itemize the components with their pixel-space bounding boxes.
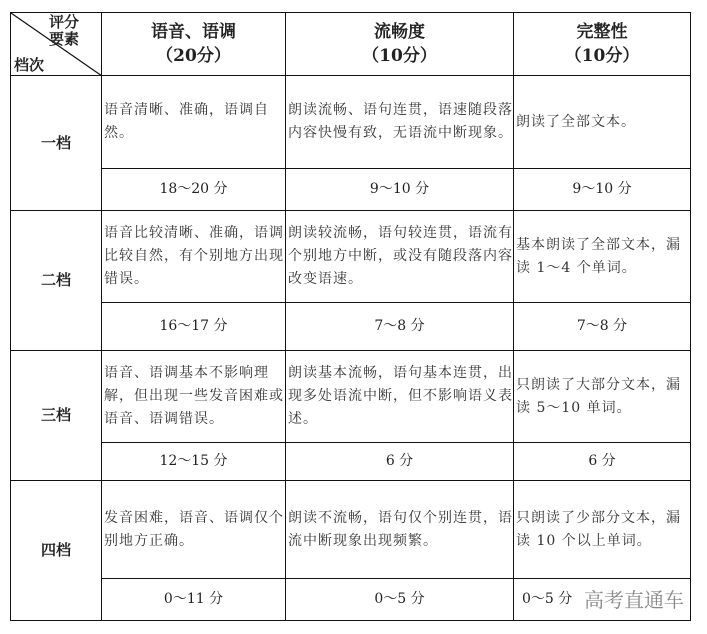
level-cell: 二档 (11, 211, 102, 351)
score-cell: 9～10 分 (286, 169, 514, 211)
column-title: 完整性 (576, 22, 628, 42)
desc-cell: 基本朗读了全部文本，漏读 1～4 个单词。 (514, 211, 691, 303)
desc-cell: 语音清晰、准确，语调自然。 (102, 76, 286, 169)
corner-label-factors: 评分要素 (49, 13, 80, 48)
score-cell: 7～8 分 (514, 303, 691, 351)
score-row (11, 169, 691, 211)
desc-cell: 只朗读了大部分文本，漏读 5～10 单词。 (514, 351, 691, 443)
level-cell: 三档 (11, 351, 102, 481)
score-cell-with-watermark (514, 579, 691, 621)
scoring-rubric-table (10, 12, 691, 621)
desc-cell: 朗读较流畅，语句较连贯，语流有个别地方中断，或没有随段落内容改变语速。 (286, 211, 514, 303)
table-row (11, 481, 691, 579)
desc-cell: 语音、语调基本不影响理解，但出现一些发音困难或语音、语调错误。 (102, 351, 286, 443)
score-cell: 7～8 分 (286, 303, 514, 351)
watermark: 高考直通车 (584, 587, 684, 612)
desc-cell: 发音困难，语音、语调仅个别地方正确。 (102, 481, 286, 579)
score-cell: 9～10 分 (514, 169, 691, 211)
header-row (11, 13, 691, 76)
score-watermark-wrap (514, 588, 690, 612)
score-cell: 6 分 (286, 443, 514, 481)
desc-cell: 语音比较清晰、准确，语调比较自然，有个别地方出现错误。 (102, 211, 286, 303)
score-cell: 12～15 分 (102, 443, 286, 481)
column-title: 语音、语调 (151, 22, 236, 42)
score-cell: 0～5 分 (286, 579, 514, 621)
score-cell: 6 分 (514, 443, 691, 481)
table-row (11, 211, 691, 303)
score-row (11, 443, 691, 481)
desc-cell: 朗读基本流畅，语句基本连贯，出现多处语流中断，但不影响语义表述。 (286, 351, 514, 443)
score-value: 0～5 分 (522, 591, 573, 607)
column-header-pronunciation (102, 13, 286, 76)
desc-cell: 朗读不流畅，语句仅个别连贯，语流中断现象出现频繁。 (286, 481, 514, 579)
corner-label-levels: 档次 (14, 56, 45, 74)
corner-header-cell (11, 13, 102, 76)
score-cell: 0～11 分 (102, 579, 286, 621)
column-header-completeness (514, 13, 691, 76)
table-row (11, 351, 691, 443)
table-row (11, 76, 691, 169)
desc-cell: 朗读流畅、语句连贯，语速随段落内容快慢有致，无语流中断现象。 (286, 76, 514, 169)
score-row (11, 303, 691, 351)
desc-cell: 朗读了全部文本。 (514, 76, 691, 169)
score-row (11, 579, 691, 621)
level-cell: 四档 (11, 481, 102, 621)
score-cell: 18～20 分 (102, 169, 286, 211)
column-header-fluency (286, 13, 514, 76)
score-cell: 16～17 分 (102, 303, 286, 351)
column-title: 流畅度 (374, 22, 425, 42)
column-points: （10分） (564, 46, 640, 66)
column-points: （10分） (362, 46, 437, 66)
desc-cell: 只朗读了少部分文本，漏读 10 个以上单词。 (514, 481, 691, 579)
column-points: （20分） (156, 46, 231, 66)
level-cell: 一档 (11, 76, 102, 211)
